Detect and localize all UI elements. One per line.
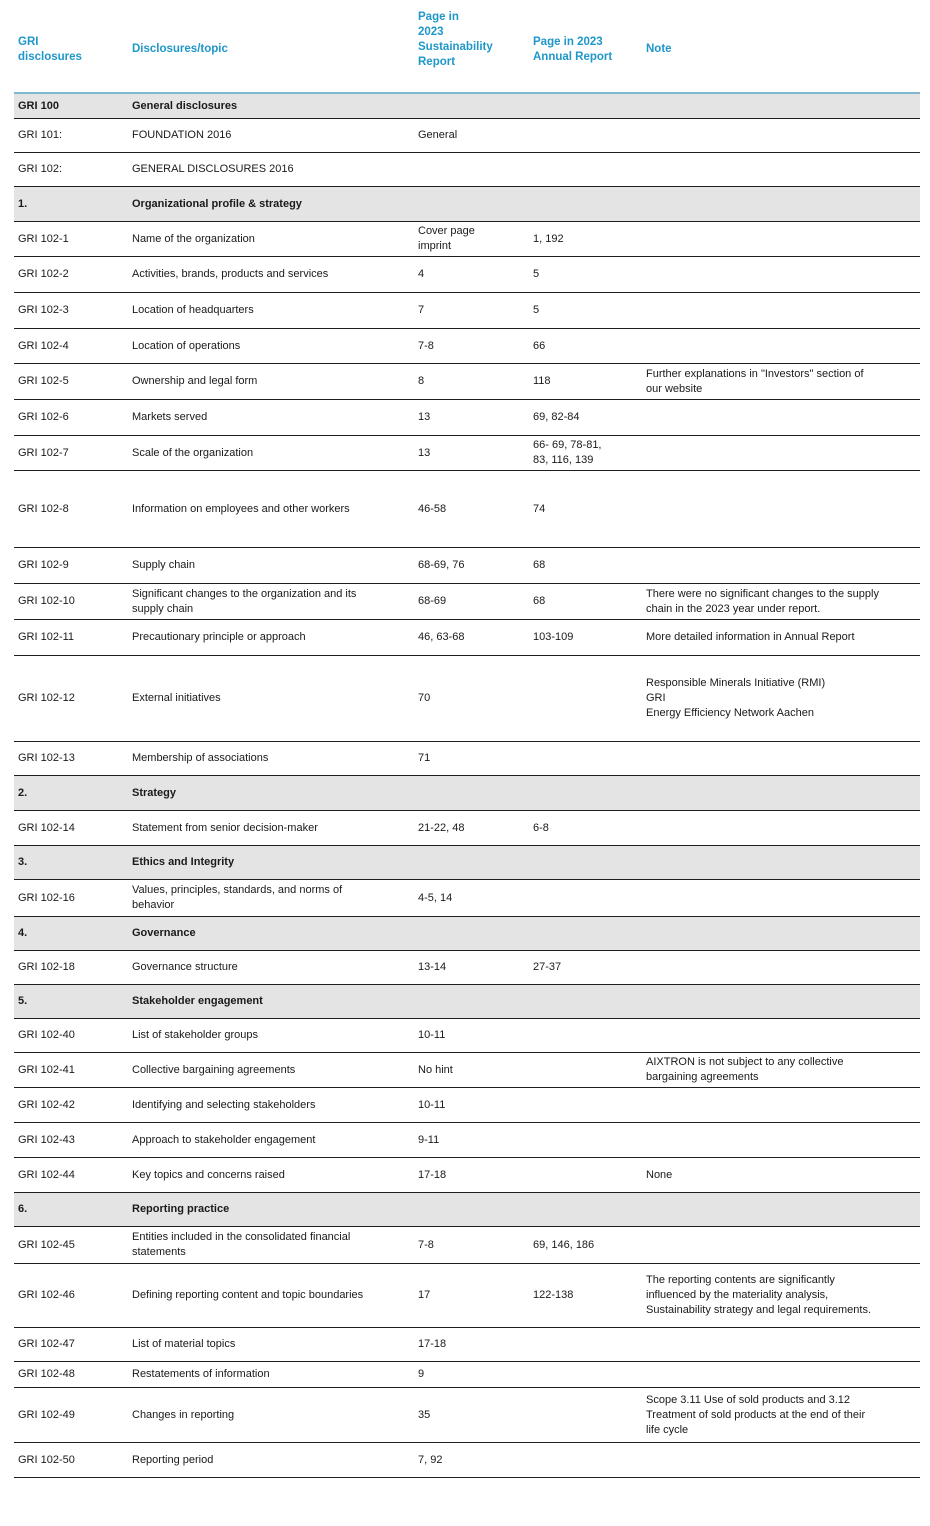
- gri-id-cell: GRI 101:: [14, 119, 128, 153]
- topic-cell: Name of the organization: [128, 222, 414, 257]
- section-row: [14, 917, 920, 951]
- sustainability-page-cell: 68-69: [414, 584, 529, 620]
- annual-report-page-cell: [529, 656, 642, 742]
- gri-id-cell: GRI 102-46: [14, 1264, 128, 1328]
- topic-cell: Supply chain: [128, 548, 414, 584]
- annual-report-page-cell: 69, 82-84: [529, 400, 642, 436]
- topic-cell: Markets served: [128, 400, 414, 436]
- gri-id-cell: 1.: [14, 187, 128, 222]
- gri-id-cell: GRI 102-43: [14, 1123, 128, 1158]
- sustainability-page-cell: 17-18: [414, 1158, 529, 1193]
- topic-cell: Defining reporting content and topic boundaries: [128, 1264, 414, 1328]
- gri-id-cell: GRI 102-45: [14, 1227, 128, 1264]
- gri-id-cell: 6.: [14, 1193, 128, 1227]
- topic-cell: Approach to stakeholder engagement: [128, 1123, 414, 1158]
- gri-id-cell: GRI 102-42: [14, 1088, 128, 1123]
- note-cell: [642, 93, 920, 119]
- gri-id-cell: GRI 102-44: [14, 1158, 128, 1193]
- topic-cell: List of stakeholder groups: [128, 1019, 414, 1053]
- header-page-annual-report: Page in 2023 Annual Report: [533, 36, 613, 63]
- annual-report-page-cell: 122-138: [529, 1264, 642, 1328]
- table-row: [14, 436, 920, 471]
- note-cell: [642, 880, 920, 917]
- table-row: [14, 1019, 920, 1053]
- topic-cell: General disclosures: [128, 93, 414, 119]
- table-row: [14, 811, 920, 846]
- topic-cell: Location of operations: [128, 329, 414, 364]
- annual-report-page-cell: 66: [529, 329, 642, 364]
- table-row: [14, 1443, 920, 1478]
- note-cell: [642, 1328, 920, 1362]
- topic-cell: Identifying and selecting stakeholders: [128, 1088, 414, 1123]
- sustainability-page-cell: 9-11: [414, 1123, 529, 1158]
- table-row: [14, 1362, 920, 1388]
- section-row: [14, 93, 920, 119]
- table-row: [14, 153, 920, 187]
- sustainability-page-cell: 4: [414, 257, 529, 293]
- note-cell: [642, 1019, 920, 1053]
- sustainability-page-cell: 7: [414, 293, 529, 329]
- sustainability-page-cell: 21-22, 48: [414, 811, 529, 846]
- header-gri-disclosures: GRI disclosures: [18, 36, 82, 63]
- gri-id-cell: GRI 100: [14, 93, 128, 119]
- topic-cell: Entities included in the consolidated financial statements: [128, 1227, 414, 1264]
- sustainability-page-cell: 4-5, 14: [414, 880, 529, 917]
- gri-id-cell: GRI 102-1: [14, 222, 128, 257]
- sustainability-page-cell: 46-58: [414, 471, 529, 548]
- annual-report-page-cell: [529, 880, 642, 917]
- gri-id-cell: GRI 102-8: [14, 471, 128, 548]
- note-cell: Scope 3.11 Use of sold products and 3.12 Treatment of sold products at the end of their life cycle: [642, 1388, 920, 1443]
- section-row: [14, 776, 920, 811]
- annual-report-page-cell: 68: [529, 584, 642, 620]
- annual-report-page-cell: [529, 1328, 642, 1362]
- annual-report-page-cell: [529, 1088, 642, 1123]
- gri-id-cell: GRI 102-2: [14, 257, 128, 293]
- topic-cell: Collective bargaining agreements: [128, 1053, 414, 1088]
- note-cell: [642, 776, 920, 811]
- sustainability-page-cell: 8: [414, 364, 529, 400]
- table-row: [14, 1227, 920, 1264]
- topic-cell: Values, principles, standards, and norms of behavior: [128, 880, 414, 917]
- table-row: [14, 364, 920, 400]
- sustainability-page-cell: 13: [414, 436, 529, 471]
- annual-report-page-cell: 69, 146, 186: [529, 1227, 642, 1264]
- topic-cell: Reporting practice: [128, 1193, 414, 1227]
- gri-index-table: [14, 92, 920, 1478]
- annual-report-page-cell: [529, 1193, 642, 1227]
- table-row: [14, 119, 920, 153]
- gri-id-cell: GRI 102-40: [14, 1019, 128, 1053]
- topic-cell: Scale of the organization: [128, 436, 414, 471]
- topic-cell: Information on employees and other workers: [128, 471, 414, 548]
- annual-report-page-cell: 1, 192: [529, 222, 642, 257]
- table-row: [14, 1123, 920, 1158]
- table-row: [14, 329, 920, 364]
- table-row: [14, 1088, 920, 1123]
- table-row: [14, 222, 920, 257]
- sustainability-page-cell: 9: [414, 1362, 529, 1388]
- annual-report-page-cell: [529, 1053, 642, 1088]
- gri-id-cell: GRI 102-7: [14, 436, 128, 471]
- topic-cell: Organizational profile & strategy: [128, 187, 414, 222]
- table-row: [14, 1053, 920, 1088]
- topic-cell: Activities, brands, products and services: [128, 257, 414, 293]
- sustainability-page-cell: No hint: [414, 1053, 529, 1088]
- note-cell: [642, 119, 920, 153]
- table-row: [14, 400, 920, 436]
- sustainability-page-cell: 70: [414, 656, 529, 742]
- table-header: [14, 0, 920, 92]
- topic-cell: Governance: [128, 917, 414, 951]
- table-row: [14, 471, 920, 548]
- table-row: [14, 742, 920, 776]
- topic-cell: Reporting period: [128, 1443, 414, 1478]
- table-row: [14, 548, 920, 584]
- section-row: [14, 187, 920, 222]
- annual-report-page-cell: [529, 1158, 642, 1193]
- annual-report-page-cell: [529, 187, 642, 222]
- annual-report-page-cell: [529, 846, 642, 880]
- note-cell: There were no significant changes to the supply chain in the 2023 year under report.: [642, 584, 920, 620]
- note-cell: [642, 222, 920, 257]
- topic-cell: Statement from senior decision-maker: [128, 811, 414, 846]
- gri-id-cell: GRI 102-47: [14, 1328, 128, 1362]
- annual-report-page-cell: [529, 119, 642, 153]
- note-cell: [642, 257, 920, 293]
- topic-cell: Membership of associations: [128, 742, 414, 776]
- note-cell: [642, 1193, 920, 1227]
- annual-report-page-cell: 74: [529, 471, 642, 548]
- annual-report-page-cell: [529, 1388, 642, 1443]
- annual-report-page-cell: 68: [529, 548, 642, 584]
- sustainability-page-cell: 35: [414, 1388, 529, 1443]
- note-cell: [642, 985, 920, 1019]
- annual-report-page-cell: 5: [529, 293, 642, 329]
- sustainability-page-cell: 46, 63-68: [414, 620, 529, 656]
- sustainability-page-cell: 7, 92: [414, 1443, 529, 1478]
- topic-cell: External initiatives: [128, 656, 414, 742]
- topic-cell: Significant changes to the organization and its supply chain: [128, 584, 414, 620]
- topic-cell: Strategy: [128, 776, 414, 811]
- sustainability-page-cell: [414, 917, 529, 951]
- gri-id-cell: 5.: [14, 985, 128, 1019]
- table-row: [14, 1328, 920, 1362]
- topic-cell: Precautionary principle or approach: [128, 620, 414, 656]
- note-cell: [642, 917, 920, 951]
- section-row: [14, 985, 920, 1019]
- note-cell: The reporting contents are significantly influenced by the materiality analysis, Sustainability strategy and legal requirements.: [642, 1264, 920, 1328]
- sustainability-page-cell: 7-8: [414, 1227, 529, 1264]
- annual-report-page-cell: 66- 69, 78-81, 83, 116, 139: [529, 436, 642, 471]
- note-cell: [642, 811, 920, 846]
- note-cell: [642, 1123, 920, 1158]
- note-cell: None: [642, 1158, 920, 1193]
- topic-cell: Governance structure: [128, 951, 414, 985]
- note-cell: [642, 548, 920, 584]
- sustainability-page-cell: [414, 776, 529, 811]
- note-cell: [642, 400, 920, 436]
- annual-report-page-cell: [529, 153, 642, 187]
- table-row: [14, 1388, 920, 1443]
- topic-cell: FOUNDATION 2016: [128, 119, 414, 153]
- header-page-sustainability-report: Page in 2023 Sustainability Report: [418, 11, 493, 68]
- note-cell: [642, 153, 920, 187]
- gri-id-cell: GRI 102-9: [14, 548, 128, 584]
- gri-id-cell: GRI 102-48: [14, 1362, 128, 1388]
- gri-id-cell: GRI 102-13: [14, 742, 128, 776]
- note-cell: [642, 1088, 920, 1123]
- section-row: [14, 846, 920, 880]
- gri-id-cell: 4.: [14, 917, 128, 951]
- note-cell: [642, 436, 920, 471]
- annual-report-page-cell: [529, 1362, 642, 1388]
- sustainability-page-cell: [414, 1193, 529, 1227]
- gri-id-cell: GRI 102-5: [14, 364, 128, 400]
- sustainability-page-cell: 17: [414, 1264, 529, 1328]
- sustainability-page-cell: 10-11: [414, 1088, 529, 1123]
- note-cell: [642, 187, 920, 222]
- gri-id-cell: GRI 102-16: [14, 880, 128, 917]
- gri-id-cell: GRI 102-18: [14, 951, 128, 985]
- sustainability-page-cell: [414, 985, 529, 1019]
- gri-id-cell: GRI 102-4: [14, 329, 128, 364]
- annual-report-page-cell: 27-37: [529, 951, 642, 985]
- header-note: Note: [646, 43, 672, 55]
- topic-cell: List of material topics: [128, 1328, 414, 1362]
- sustainability-page-cell: [414, 153, 529, 187]
- note-cell: [642, 1443, 920, 1478]
- gri-id-cell: 3.: [14, 846, 128, 880]
- gri-id-cell: GRI 102-14: [14, 811, 128, 846]
- topic-cell: Ownership and legal form: [128, 364, 414, 400]
- gri-id-cell: GRI 102-10: [14, 584, 128, 620]
- note-cell: [642, 1227, 920, 1264]
- gri-id-cell: GRI 102-41: [14, 1053, 128, 1088]
- annual-report-page-cell: [529, 985, 642, 1019]
- note-cell: [642, 293, 920, 329]
- section-row: [14, 1193, 920, 1227]
- annual-report-page-cell: [529, 1123, 642, 1158]
- note-cell: Further explanations in "Investors" section of our website: [642, 364, 920, 400]
- sustainability-page-cell: 7-8: [414, 329, 529, 364]
- note-cell: [642, 471, 920, 548]
- annual-report-page-cell: [529, 1443, 642, 1478]
- annual-report-page-cell: 6-8: [529, 811, 642, 846]
- annual-report-page-cell: [529, 917, 642, 951]
- table-row: [14, 257, 920, 293]
- gri-id-cell: GRI 102-49: [14, 1388, 128, 1443]
- sustainability-page-cell: 13: [414, 400, 529, 436]
- gri-id-cell: 2.: [14, 776, 128, 811]
- table-row: [14, 880, 920, 917]
- sustainability-page-cell: [414, 187, 529, 222]
- sustainability-page-cell: 68-69, 76: [414, 548, 529, 584]
- sustainability-page-cell: [414, 846, 529, 880]
- note-cell: [642, 742, 920, 776]
- gri-id-cell: GRI 102-3: [14, 293, 128, 329]
- table-row: [14, 293, 920, 329]
- annual-report-page-cell: [529, 93, 642, 119]
- table-row: [14, 584, 920, 620]
- topic-cell: Stakeholder engagement: [128, 985, 414, 1019]
- table-row: [14, 1158, 920, 1193]
- annual-report-page-cell: [529, 776, 642, 811]
- annual-report-page-cell: 103-109: [529, 620, 642, 656]
- table-row: [14, 620, 920, 656]
- annual-report-page-cell: [529, 1019, 642, 1053]
- annual-report-page-cell: 5: [529, 257, 642, 293]
- topic-cell: Key topics and concerns raised: [128, 1158, 414, 1193]
- sustainability-page-cell: 17-18: [414, 1328, 529, 1362]
- topic-cell: Location of headquarters: [128, 293, 414, 329]
- gri-id-cell: GRI 102-6: [14, 400, 128, 436]
- sustainability-page-cell: 71: [414, 742, 529, 776]
- sustainability-page-cell: 10-11: [414, 1019, 529, 1053]
- note-cell: [642, 329, 920, 364]
- table-row: [14, 656, 920, 742]
- table-row: [14, 951, 920, 985]
- note-cell: Responsible Minerals Initiative (RMI) GRI Energy Efficiency Network Aachen: [642, 656, 920, 742]
- topic-cell: GENERAL DISCLOSURES 2016: [128, 153, 414, 187]
- sustainability-page-cell: 13-14: [414, 951, 529, 985]
- note-cell: [642, 846, 920, 880]
- gri-id-cell: GRI 102-12: [14, 656, 128, 742]
- note-cell: AIXTRON is not subject to any collective bargaining agreements: [642, 1053, 920, 1088]
- note-cell: More detailed information in Annual Report: [642, 620, 920, 656]
- sustainability-page-cell: General: [414, 119, 529, 153]
- note-cell: [642, 1362, 920, 1388]
- annual-report-page-cell: [529, 742, 642, 776]
- annual-report-page-cell: 118: [529, 364, 642, 400]
- topic-cell: Ethics and Integrity: [128, 846, 414, 880]
- sustainability-page-cell: [414, 93, 529, 119]
- table-row: [14, 1264, 920, 1328]
- header-disclosures-topic: Disclosures/topic: [132, 43, 228, 55]
- topic-cell: Changes in reporting: [128, 1388, 414, 1443]
- note-cell: [642, 951, 920, 985]
- topic-cell: Restatements of information: [128, 1362, 414, 1388]
- gri-id-cell: GRI 102-50: [14, 1443, 128, 1478]
- gri-id-cell: GRI 102-11: [14, 620, 128, 656]
- sustainability-page-cell: Cover page imprint: [414, 222, 529, 257]
- gri-id-cell: GRI 102:: [14, 153, 128, 187]
